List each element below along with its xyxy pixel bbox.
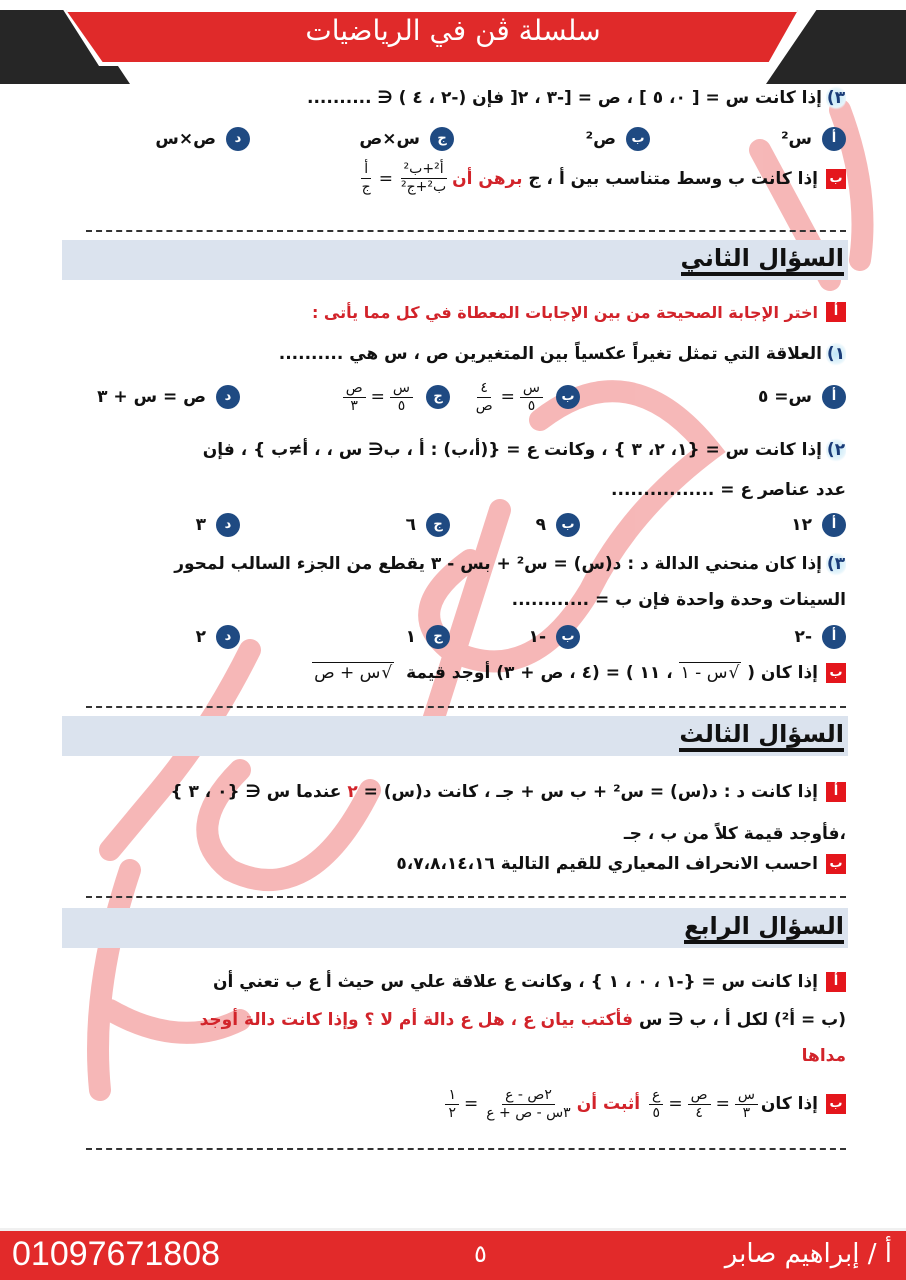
option-c[interactable]: ج $\frac{\text{س}}{٥}$ = $\frac{\text{ص}}{٣}$ [340,380,450,414]
option-bubble: ج [426,385,450,409]
section-header-2 [62,240,848,280]
s2-question-2-line2: عدد عناصر ع = ................ [611,480,846,500]
option-a[interactable]: أ ١٢ [791,510,846,540]
s3-part-a: أ إذا كانت د : د(س) = س² + ب س + جـ ، كانت د(س) = ٢ عندما س ∈ {٠ ، ٣ } [62,782,846,802]
section-header-4 [62,908,848,948]
dashed-divider [86,706,846,708]
s2-question-3: ٣) إذا كان منحني الدالة د : د(س) = س² + بس - ٣ يقطع من الجزء السالب لمحور [174,554,846,574]
option-bubble: د [216,513,240,537]
option-d[interactable]: د ص×س [155,124,250,154]
fraction: $\frac{\text{أ}}{\text{ج}}$ [361,161,371,195]
option-c[interactable]: ج ١ [406,622,450,652]
top-part-b: ب إذا كانت ب وسط متناسب بين أ ، ج برهن أن $\frac{\text{أ²+ب²}}{\text{ب²+ج²}}$ = $\frac{\text{أ}}{\text{ج}}$ [62,162,846,195]
option-b[interactable]: ب -١ [529,622,580,652]
option-c[interactable]: ج ٦ [406,510,450,540]
question-number: ٣) [826,88,846,108]
part-a-tag: أ [826,302,846,322]
s3-part-b: ب احسب الانحراف المعياري للقيم التالية ٥،٧،٨،١٤،١٦ [62,854,846,874]
option-b[interactable]: ب ص² [586,124,650,154]
option-bubble: ج [430,127,454,151]
fraction: $\frac{\text{أ²+ب²}}{\text{ب²+ج²}}$ [400,161,447,195]
option-bubble: أ [822,625,846,649]
option-a[interactable]: أ س² [781,124,846,154]
option-bubble: ب [556,625,580,649]
part-a-tag: أ [826,972,846,992]
option-b[interactable]: ب ٩ [536,510,580,540]
option-c[interactable]: ج س×ص [359,124,454,154]
s3-part-a-line2: ،فأوجد قيمة كلاً من ب ، جـ [623,824,846,844]
option-bubble: ب [556,513,580,537]
part-b-tag: ب [826,663,846,683]
s2-question-3-line2: السينات وحدة واحدة فإن ب = ............ [511,590,846,610]
prove-label: أثبت أن [576,1094,641,1114]
part-b-tag: ب [826,1094,846,1114]
s4-part-a: أ إذا كانت س = {-١ ، ٠ ، ١ } ، وكانت ع علاقة علي س حيث أ ع ب تعني أن [62,972,846,992]
section-title: السؤال الثالث [679,720,844,752]
option-d[interactable]: د ص = س + ٣ [97,380,240,414]
s2-question-1: ١) العلاقة التي تمثل تغيراً عكسياً بين المتغيرين ص ، س هي .......... [278,344,846,364]
s2-q1-options [62,380,846,414]
footer-bar [0,1228,906,1280]
option-b[interactable]: ب $\frac{\text{س}}{٥}$ = $\frac{٤}{\text{ص}}$ [470,380,580,414]
option-bubble: ب [626,127,650,151]
prove-label: برهن أن [452,168,523,189]
option-d[interactable]: د ٣ [196,510,240,540]
top-options-row [62,124,846,154]
s2-part-b: ب إذا كان ( √ س - ١ ، ١١ ) = (٤ ، ص + ٣) أوجد قيمة √ س + ص [62,662,846,683]
page-title: سلسلة ڤن في الرياضيات [305,14,601,47]
page-number: ٥ [474,1240,487,1268]
option-bubble: د [216,385,240,409]
section2-instruction: أ اختر الإجابة الصحيحة من بين الإجابات المعطاة في كل مما يأتى : [62,302,846,322]
option-bubble: ب [556,385,580,409]
option-bubble: د [216,625,240,649]
option-bubble: ج [426,625,450,649]
option-a[interactable]: أ س= ٥ [758,380,846,414]
option-bubble: أ [822,127,846,151]
header-banner [0,0,906,84]
part-b-tag: ب [826,169,846,189]
section-title: السؤال الثاني [681,244,844,276]
option-a[interactable]: أ -٢ [795,622,846,652]
section-title: السؤال الرابع [684,912,844,944]
s4-part-a-line3: مداها [801,1046,846,1066]
dashed-divider [86,230,846,232]
author-name: أ / إبراهيم صابر [724,1239,892,1269]
question-number: ١) [826,344,846,364]
s4-part-a-line2: (ب = أ²) لكل أ ، ب ∈ س فأكتب بيان ع ، هل ع دالة أم لا ؟ وإذا كانت دالة أوجد [199,1010,846,1030]
section-header-3 [62,716,848,756]
option-bubble: ج [426,513,450,537]
part-a-tag: أ [826,782,846,802]
s2-question-2: ٢) إذا كانت س = {١، ٢، ٣ } ، وكانت ع = {(أ،ب) : أ ، ب∈ س ، ، أ≠ب } ، فإن [202,440,846,460]
option-bubble: د [226,127,250,151]
option-bubble: أ [822,513,846,537]
s4-part-b: ب إذا كان $\frac{\text{س}}{٣}$ = $\frac{\text{ص}}{٤}$ = $\frac{\text{ع}}{٥}$ أثبت أن $\frac{\text{٢ص - ع}}{\text{٣س - ص + ع}}$ = $\frac{١}{٢}$ [62,1084,846,1124]
s2-q2-options [62,510,846,540]
phone-number: 01097671808 [12,1235,221,1273]
question-text: إذا كانت س = [ ٠، ٥ ] ، ص = [-٣ ، ٢[ فإن (-٢ ، ٤ ) ∈ .......... [306,88,822,108]
part-b-tag: ب [826,854,846,874]
option-bubble: أ [822,385,846,409]
s2-q3-options [62,622,846,652]
dashed-divider [86,896,846,898]
sqrt-expression: √ س - ١ [679,662,742,683]
dashed-divider [86,1148,846,1150]
sqrt-expression: √ س + ص [312,662,394,683]
question-number: ٣) [826,554,846,574]
question-number: ٢) [826,440,846,460]
question-3-top [62,86,846,110]
option-d[interactable]: د ٢ [196,622,240,652]
